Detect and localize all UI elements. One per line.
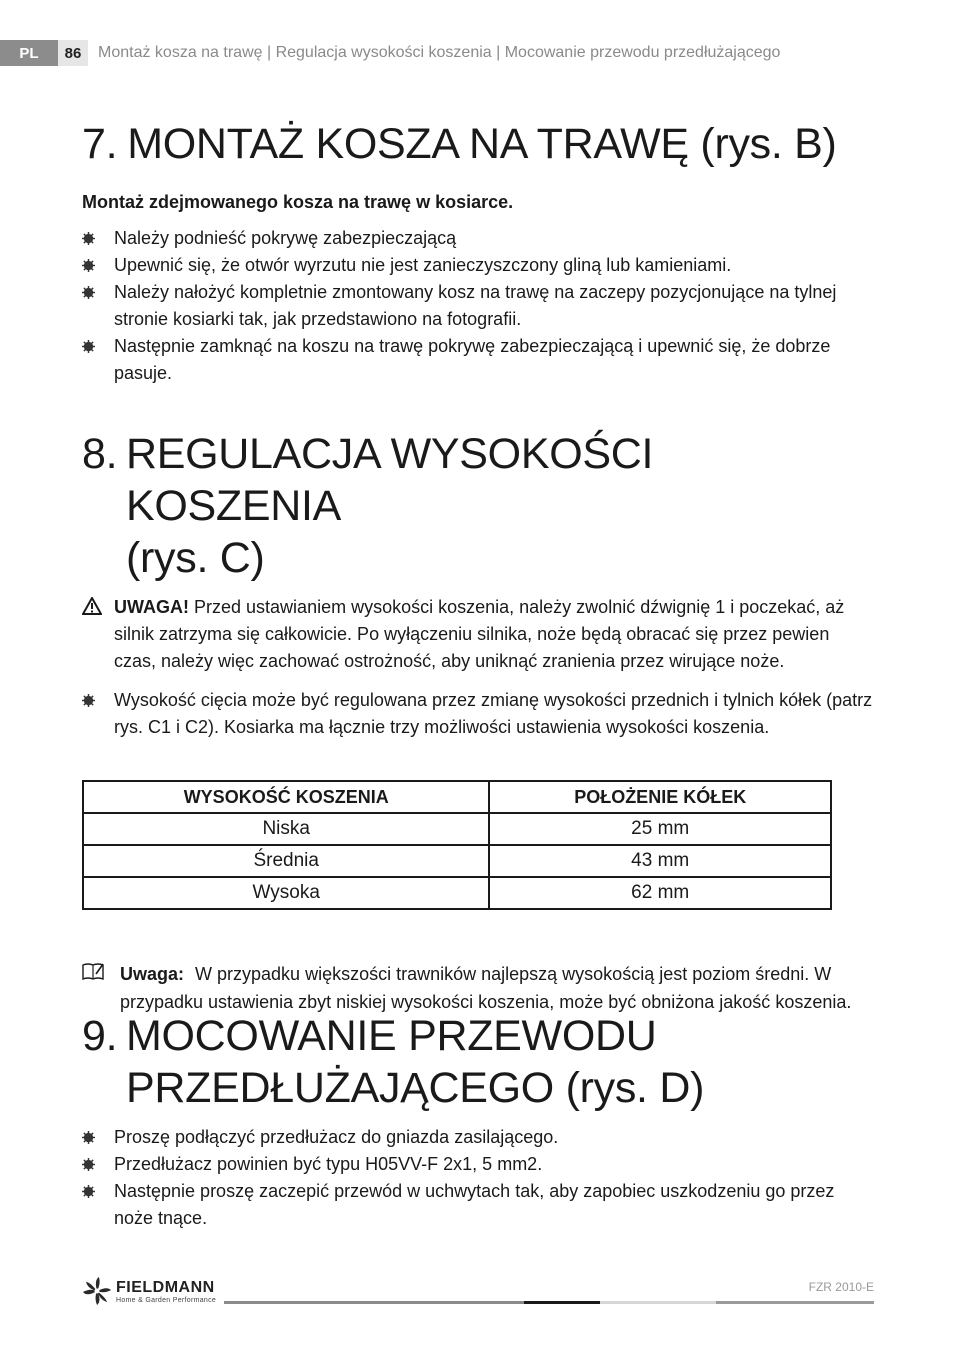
brand-name: FIELDMANN [116,1278,215,1296]
bullet-icon [82,694,95,707]
table-cell: 62 mm [489,877,831,909]
page-footer [82,1276,874,1316]
footer-line-dark [524,1301,600,1304]
list-item: Należy nałożyć kompletnie zmontowany kosz na trawę na zaczepy pozycjonujące na tylnej stronie kosiarki tak, jak przedstawiono na fotografii. [82,279,874,333]
section-8-title-line1: REGULACJA WYSOKOŚCI KOSZENIA [126,430,654,530]
section-8-title-line2: (rys. C) [126,534,265,582]
fieldmann-logo [82,1276,216,1306]
header-title: Montaż kosza na trawę | Regulacja wysokości koszenia | Mocowanie przewodu przedłużającego [98,44,781,61]
height-table [82,780,832,910]
bullet-icon [82,259,95,272]
brand-tagline: Home & Garden Performance [116,1296,217,1304]
bullet-icon [82,1131,95,1144]
section-8-bullets [82,687,874,741]
section-7-bullets [82,225,874,387]
section-8-number: 8. [82,430,118,478]
section-7-subtitle: Montaż zdejmowanego kosza na trawę w kosiarce. [82,192,514,212]
list-item: Wysokość cięcia może być regulowana przez zmianę wysokości przednich i tylnich kółek (patrz rys. C1 i C2). Kosiarka ma łącznie trzy możliwości ustawienia wysokości koszenia. [82,687,874,741]
warning-text: Przed ustawianiem wysokości koszenia, należy zwolnić dźwignię 1 i poczekać, aż silnik zatrzyma się całkowicie. Po wyłączeniu silnika, noże będą obracać się przez pewien czas, należy więc zachować ostrożność, aby uniknąć zranienia przez wirujące noże. [114,597,845,671]
table-row [83,845,831,877]
section-9-title-line1: MOCOWANIE PRZEWODU [126,1012,657,1060]
section-7-title: MONTAŻ KOSZA NA TRAWĘ (rys. B) [127,120,837,168]
table-row [83,813,831,845]
section-9-heading [82,1010,874,1114]
warning-block [82,594,874,675]
model-number: FZR 2010-E [808,1280,874,1294]
section-7-number: 7. [82,120,118,168]
note-block [82,960,874,1016]
section-9-bullets [82,1124,874,1232]
footer-line-mid [716,1301,874,1304]
note-text: W przypadku większości trawników najlepszą wysokością jest poziom średni. W przypadku ustawienia zbyt niskiej wysokości koszenia, może być obniżona jakość koszenia. [120,964,852,1012]
table-cell: Średnia [83,845,489,877]
list-item: Następnie zamknąć na koszu na trawę pokrywę zabezpieczającą i upewnić się, że dobrze pasuje. [82,333,874,387]
table-cell: Niska [83,813,489,845]
page-header [0,40,780,66]
section-8-heading [82,428,874,584]
warning-label: UWAGA! [114,597,189,617]
list-item: Upewnić się, że otwór wyrzutu nie jest zanieczyszczony gliną lub kamieniami. [82,252,874,279]
table-cell: Wysoka [83,877,489,909]
section-9-title-line2: PRZEDŁUŻAJĄCEGO (rys. D) [126,1064,705,1112]
list-item: Proszę podłączyć przedłużacz do gniazda zasilającego. [82,1124,874,1151]
section-7-heading [82,118,874,170]
table-row [83,877,831,909]
list-item: Przedłużacz powinien być typu H05VV-F 2x1, 5 mm2. [82,1151,874,1178]
language-tag: PL [0,40,58,66]
section-7 [82,118,874,387]
warning-icon [82,597,102,615]
section-9-number: 9. [82,1012,118,1060]
section-9 [82,1010,874,1232]
table-header-row [83,781,831,813]
bullet-icon [82,1158,95,1171]
footer-line-gray [224,1301,524,1304]
table-header-cell: POŁOŻENIE KÓŁEK [489,781,831,813]
table-cell: 43 mm [489,845,831,877]
section-8 [82,428,874,1016]
list-item: Należy podnieść pokrywę zabezpieczającą [82,225,874,252]
bullet-icon [82,286,95,299]
bullet-icon [82,340,95,353]
fan-logo-icon [82,1276,112,1306]
table-cell: 25 mm [489,813,831,845]
list-item: Następnie proszę zaczepić przewód w uchwytach tak, aby zapobiec uszkodzeniu go przez noże tnące. [82,1178,874,1232]
note-label: Uwaga: [120,964,185,984]
footer-line-light [600,1301,716,1304]
page-number: 86 [58,40,88,66]
bullet-icon [82,1185,95,1198]
note-icon [82,962,104,980]
table-header-cell: WYSOKOŚĆ KOSZENIA [83,781,489,813]
bullet-icon [82,232,95,245]
